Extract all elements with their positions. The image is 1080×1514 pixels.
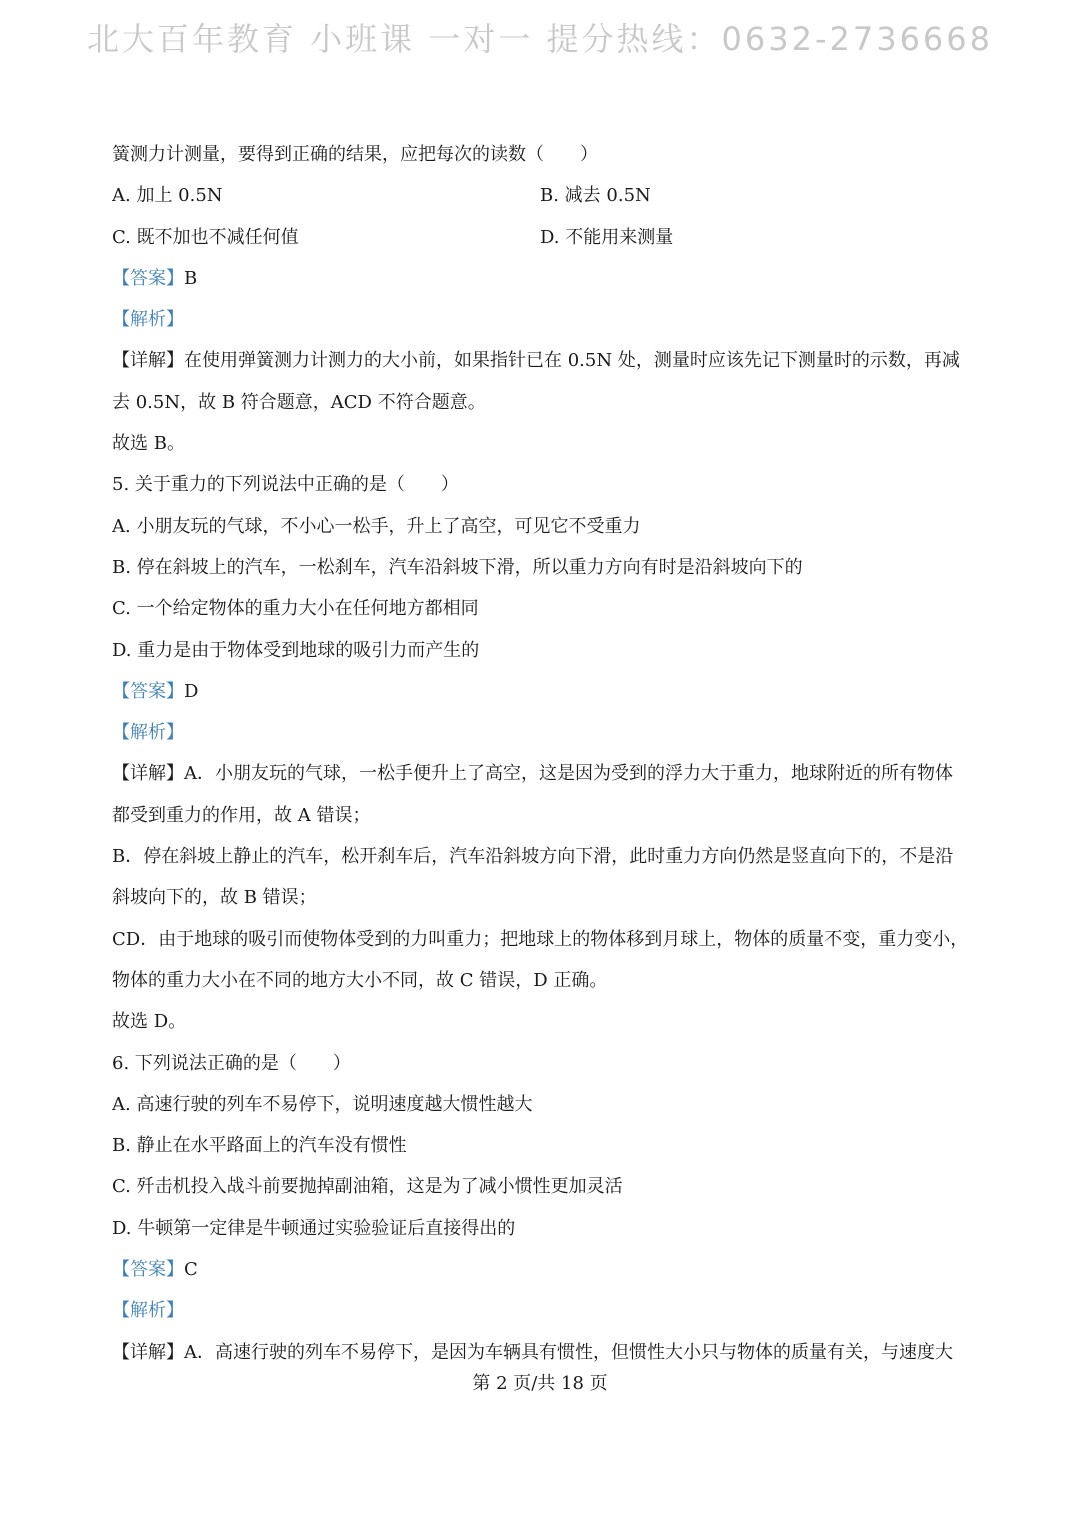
q6-option-c: C. 歼击机投入战斗前要抛掉副油箱，这是为了减小惯性更加灵活 (112, 1176, 623, 1198)
q4-options-row-2 (112, 217, 972, 258)
q4-answer (112, 258, 972, 299)
q4-stem: 簧测力计测量，要得到正确的结果，应把每次的读数（ ） (112, 144, 598, 165)
q5-detail-line-4: 斜坡向下的，故 B 错误； (112, 887, 317, 909)
detail-text: 在使用弹簧测力计测力的大小前，如果指针已在 0.5N 处，测量时应该先记下测量时的示数，再减 (184, 350, 960, 372)
q5-detail-line-3: B．停在斜坡上静止的汽车，松开刹车后，汽车沿斜坡方向下滑，此时重力方向仍然是竖直向下的，不是沿 (112, 846, 954, 868)
detail-text: A．小朋友玩的气球，一松手便升上了高空，这是因为受到的浮力大于重力，地球附近的所有物体 (184, 763, 953, 785)
detail-tag: 【详解】 (112, 1341, 184, 1363)
q4-options-row-1 (112, 175, 972, 216)
q5-option-a: A. 小朋友玩的气球，不小心一松手，升上了高空，可见它不受重力 (112, 515, 641, 537)
q5-detail-line-5: CD．由于地球的吸引而使物体受到的力叫重力；把地球上的物体移到月球上，物体的质量不变，重力变小， (112, 928, 969, 950)
q5-detail-line-2: 都受到重力的作用，故 A 错误； (112, 804, 371, 826)
detail-text: A．高速行驶的列车不易停下，是因为车辆具有惯性，但惯性大小只与物体的质量有关，与速度大 (184, 1341, 953, 1363)
q4-analysis (112, 299, 972, 340)
q4-option-b: B. 减去 0.5N (540, 185, 651, 207)
detail-tag: 【详解】 (112, 763, 184, 785)
q5-conclusion: 故选 D。 (112, 1011, 187, 1033)
q5-analysis (112, 712, 972, 753)
q4-conclusion: 故选 B。 (112, 433, 185, 455)
q4-detail-line-2: 去 0.5N，故 B 符合题意，ACD 不符合题意。 (112, 391, 486, 413)
q6-stem: 6. 下列说法正确的是（ ） (112, 1052, 351, 1074)
answer-value: D (184, 680, 199, 702)
answer-value: B (184, 267, 198, 289)
detail-tag: 【详解】 (112, 350, 184, 372)
analysis-tag: 【解析】 (112, 722, 184, 744)
q5-option-d: D. 重力是由于物体受到地球的吸引力而产生的 (112, 639, 480, 661)
answer-tag: 【答案】 (112, 680, 184, 702)
answer-tag: 【答案】 (112, 267, 184, 289)
q6-option-b: B. 静止在水平路面上的汽车没有惯性 (112, 1135, 407, 1157)
q4-option-c: C. 既不加也不减任何值 (112, 226, 299, 248)
analysis-tag: 【解析】 (112, 1300, 184, 1322)
q4-option-d: D. 不能用来测量 (540, 226, 674, 248)
q6-analysis (112, 1290, 972, 1331)
q5-option-c: C. 一个给定物体的重力大小在任何地方都相同 (112, 598, 479, 620)
answer-value: C (184, 1259, 198, 1281)
q5-detail-line-6: 物体的重力大小在不同的地方大小不同，故 C 错误，D 正确。 (112, 969, 608, 991)
q5-option-b: B. 停在斜坡上的汽车，一松刹车，汽车沿斜坡下滑，所以重力方向有时是沿斜坡向下的 (112, 556, 803, 578)
q4-option-a: A. 加上 0.5N (112, 185, 223, 207)
q4-detail-line-1 (112, 340, 972, 381)
answer-tag: 【答案】 (112, 1259, 184, 1281)
q5-answer (112, 671, 972, 712)
q6-option-a: A. 高速行驶的列车不易停下，说明速度越大惯性越大 (112, 1093, 533, 1115)
watermark-header: 北大百年教育 小班课 一对一 提分热线：0632-2736668 (86, 20, 994, 58)
page-footer: 第 2 页/共 18 页 (472, 1373, 608, 1394)
q6-answer (112, 1249, 972, 1290)
q5-detail-line-1 (112, 753, 972, 794)
document-body (112, 134, 972, 1373)
analysis-tag: 【解析】 (112, 309, 184, 331)
q5-stem: 5. 关于重力的下列说法中正确的是（ ） (112, 474, 459, 496)
q6-option-d: D. 牛顿第一定律是牛顿通过实验验证后直接得出的 (112, 1217, 516, 1239)
